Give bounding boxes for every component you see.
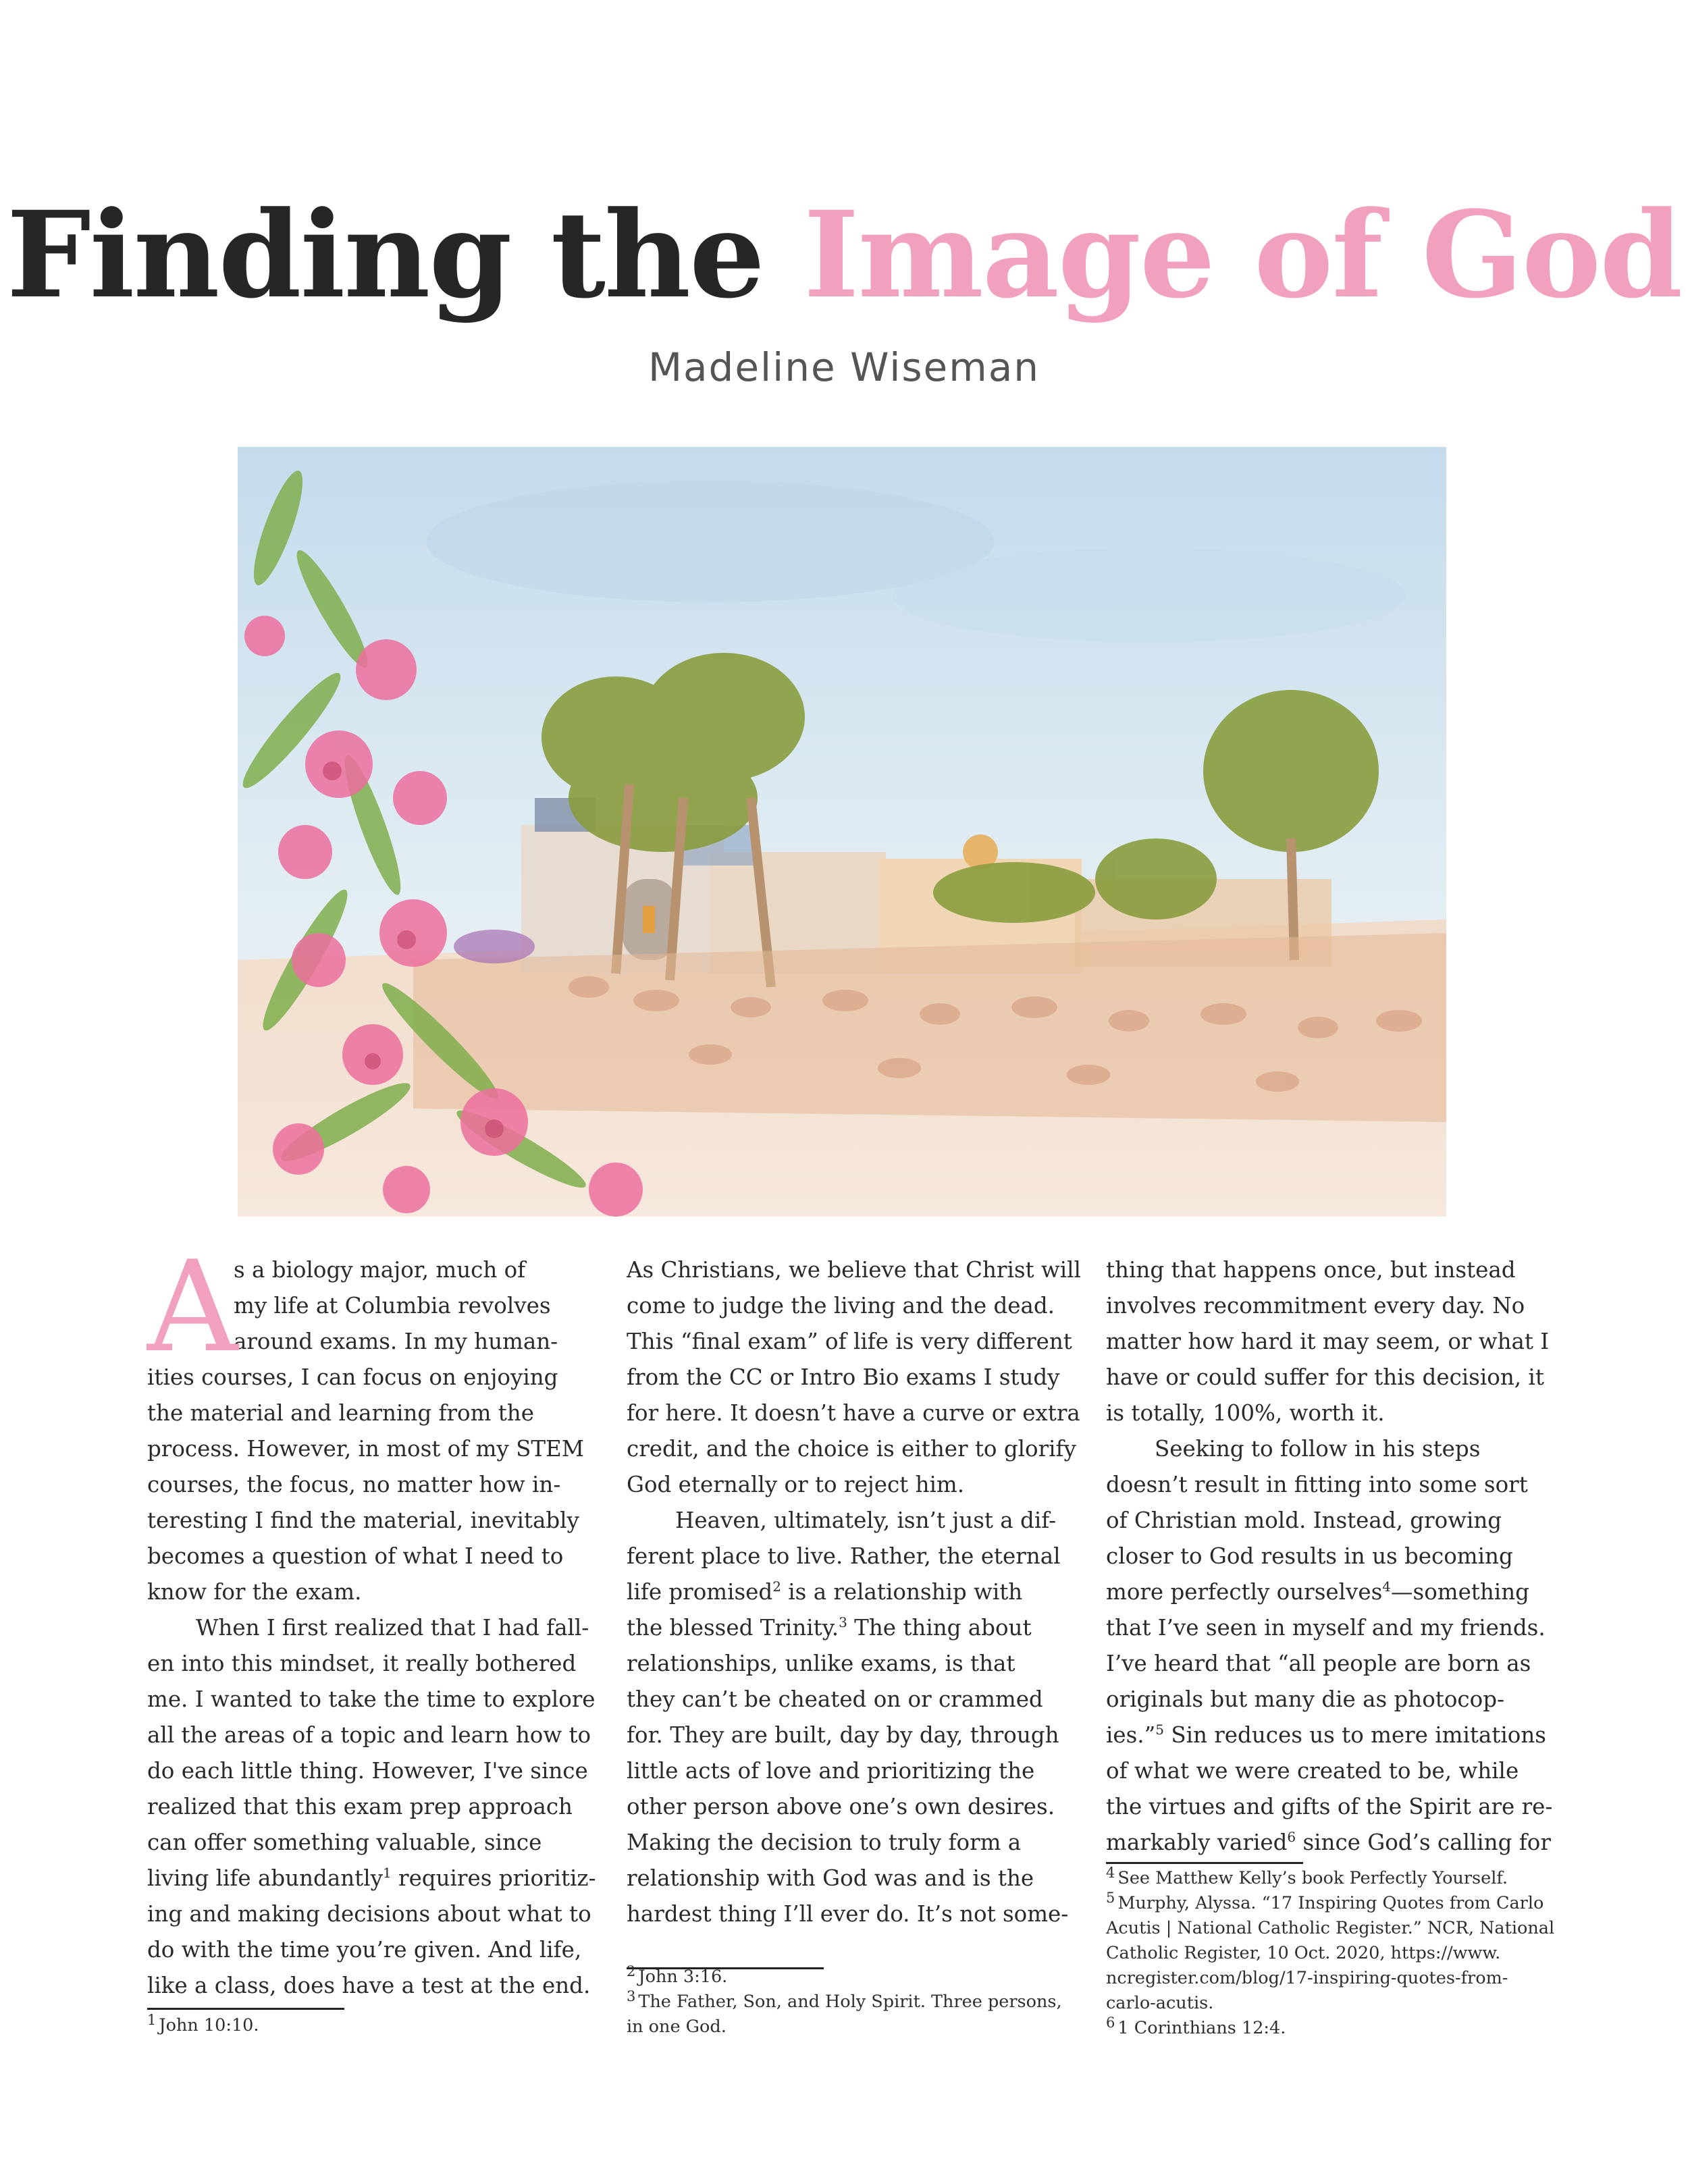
text-segment: The thing about — [847, 1615, 1032, 1641]
text-line: can offer something valuable, since — [147, 1830, 542, 1855]
text-line: relationship with God was and is the — [627, 1865, 1034, 1891]
text-line: have or could suffer for this decision, it — [1106, 1364, 1544, 1390]
text-line: credit, and the choice is either to glorify — [627, 1436, 1076, 1462]
text-line — [147, 1861, 596, 1896]
footnote-text: The Father, Son, and Holy Spirit. Three persons, — [638, 1992, 1062, 2012]
text-line: from the CC or Intro Bio exams I study — [627, 1364, 1060, 1390]
text-line: ferent place to live. Rather, the eternal — [627, 1543, 1061, 1569]
text-line: my life at Columbia revolves — [234, 1293, 551, 1319]
text-line: other person above one’s own desires. — [627, 1794, 1055, 1819]
footnote-text: ncregister.com/blog/17-inspiring-quotes-from- — [1106, 1968, 1508, 1988]
text-line: all the areas of a topic and learn how to — [147, 1722, 591, 1748]
text-line: Making the decision to truly form a — [627, 1830, 1022, 1855]
text-line: realized that this exam prep approach — [147, 1794, 573, 1819]
author-byline: Madeline Wiseman — [648, 344, 1040, 390]
text-line: around exams. In my human- — [234, 1329, 558, 1354]
footnote-text: John 3:16. — [638, 1967, 728, 1987]
footnote-rule-1 — [147, 2008, 344, 2010]
text-segment: the blessed Trinity. — [627, 1615, 839, 1641]
text-line — [627, 1574, 1059, 1610]
text-line — [627, 1610, 1059, 1646]
text-line: for. They are built, day by day, through — [627, 1722, 1059, 1748]
text-line: that I’ve seen in myself and my friends. — [1106, 1615, 1546, 1641]
text-line — [1106, 1717, 1546, 1753]
footnote-number: 2 — [627, 1963, 636, 1979]
text-line: s a biology major, much of — [234, 1257, 526, 1283]
text-line: of Christian mold. Instead, growing — [1106, 1508, 1502, 1533]
text-line: like a class, does have a test at the end. — [147, 1973, 591, 1998]
text-line: ities courses, I can focus on enjoying — [147, 1364, 558, 1390]
text-line: I’ve heard that “all people are born as — [1106, 1651, 1531, 1676]
text-segment: —something — [1391, 1579, 1529, 1605]
footnote-ref-4[interactable]: 4 — [1382, 1578, 1392, 1595]
text-line — [1106, 1574, 1538, 1610]
text-line: is totally, 100%, worth it. — [1106, 1400, 1385, 1426]
footnotes-4-6 — [1106, 1866, 1554, 2041]
text-line: thing that happens once, but instead — [1106, 1257, 1516, 1283]
text-segment: ies.” — [1106, 1722, 1156, 1748]
text-segment: more perfectly ourselves — [1106, 1579, 1383, 1605]
text-line: As Christians, we believe that Christ will — [627, 1257, 1081, 1283]
text-line: becomes a question of what I need to — [147, 1543, 564, 1569]
text-line: little acts of love and prioritizing the — [627, 1758, 1035, 1784]
text-segment: markably varied — [1106, 1830, 1288, 1855]
text-segment: is a relationship with — [781, 1579, 1023, 1605]
title-part-2: Image of God — [803, 185, 1682, 325]
text-segment: since God’s calling for — [1296, 1830, 1551, 1855]
footnote-rule-3 — [1106, 1862, 1303, 1864]
text-line: matter how hard it may seem, or what I — [1106, 1329, 1550, 1354]
footnote-ref-3[interactable]: 3 — [839, 1614, 847, 1631]
text-line: doesn’t result in fitting into some sort — [1106, 1472, 1528, 1497]
text-line: Heaven, ultimately, isn’t just a dif- — [675, 1508, 1057, 1533]
footnote-text: Murphy, Alyssa. “17 Inspiring Quotes from Carlo — [1117, 1893, 1544, 1913]
text-line: originals but many die as photocop- — [1106, 1686, 1504, 1712]
text-line: courses, the focus, no matter how in- — [147, 1472, 561, 1497]
footnote-ref-6[interactable]: 6 — [1287, 1829, 1296, 1846]
footnote-number: 1 — [147, 2011, 157, 2028]
footnotes-2-3 — [627, 1965, 1062, 2040]
text-line: process. However, in most of my STEM — [147, 1436, 585, 1462]
footnote-text: Catholic Register, 10 Oct. 2020, https://www. — [1106, 1943, 1501, 1963]
footnote-ref-5[interactable]: 5 — [1155, 1722, 1164, 1738]
footnote-number: 6 — [1106, 2014, 1115, 2031]
footnote-text: 1 Corinthians 12:4. — [1117, 2018, 1286, 2038]
text-line: do each little thing. However, I've since — [147, 1758, 588, 1784]
text-line: do with the time you’re given. And life, — [147, 1937, 582, 1963]
text-line: closer to God results in us becoming — [1106, 1543, 1513, 1569]
text-line: of what we were created to be, while — [1106, 1758, 1519, 1784]
footnote-1 — [147, 2013, 259, 2038]
drop-cap: A — [147, 1233, 238, 1380]
article-column-3 — [1106, 1252, 1553, 1861]
text-line: This “final exam” of life is very different — [627, 1329, 1072, 1354]
text-line: come to judge the living and the dead. — [627, 1293, 1055, 1319]
text-line: for here. It doesn’t have a curve or extra — [627, 1400, 1080, 1426]
text-line: teresting I find the material, inevitably — [147, 1508, 579, 1533]
article-column-1 — [147, 1233, 596, 2004]
footnote-text: See Matthew Kelly’s book Perfectly Yourself. — [1117, 1868, 1508, 1888]
footnote-text: carlo-acutis. — [1106, 1993, 1214, 2013]
footnote-text: in one God. — [627, 2017, 727, 2037]
text-segment: life promised — [627, 1579, 773, 1605]
watercolor-illustration — [238, 447, 1446, 1217]
footnote-text: Acutis | National Catholic Register.” NCR, National — [1106, 1918, 1555, 1938]
text-line: When I first realized that I had fall- — [196, 1615, 589, 1641]
footnote-ref-2[interactable]: 2 — [772, 1578, 781, 1595]
text-line: me. I wanted to take the time to explore — [147, 1686, 596, 1712]
text-line: hardest thing I’ll ever do. It’s not some- — [627, 1901, 1069, 1927]
text-line: Seeking to follow in his steps — [1155, 1436, 1481, 1462]
article-column-2 — [627, 1252, 1081, 1932]
text-segment: Sin reduces us to mere imitations — [1164, 1722, 1546, 1748]
footnote-number: 5 — [1106, 1889, 1115, 1906]
text-segment: requires prioritiz- — [391, 1865, 596, 1891]
text-line: know for the exam. — [147, 1579, 362, 1605]
text-line — [1106, 1825, 1551, 1861]
text-line: the material and learning from the — [147, 1400, 534, 1426]
text-line: the virtues and gifts of the Spirit are re- — [1106, 1794, 1553, 1819]
text-line: they can’t be cheated on or crammed — [627, 1686, 1043, 1712]
footnote-text: John 10:10. — [159, 2015, 259, 2035]
text-segment: living life abundantly — [147, 1865, 383, 1891]
footnote-number: 3 — [627, 1988, 636, 2004]
title-part-1: Finding the — [6, 185, 764, 325]
text-line: God eternally or to reject him. — [627, 1472, 965, 1497]
text-line: relationships, unlike exams, is that — [627, 1651, 1016, 1676]
text-line: en into this mindset, it really bothered — [147, 1651, 577, 1676]
article-title — [0, 185, 1688, 325]
footnote-ref-1[interactable]: 1 — [382, 1865, 392, 1882]
text-line: ing and making decisions about what to — [147, 1901, 591, 1927]
footnote-number: 4 — [1106, 1864, 1115, 1881]
text-line: involves recommitment every day. No — [1106, 1293, 1525, 1319]
